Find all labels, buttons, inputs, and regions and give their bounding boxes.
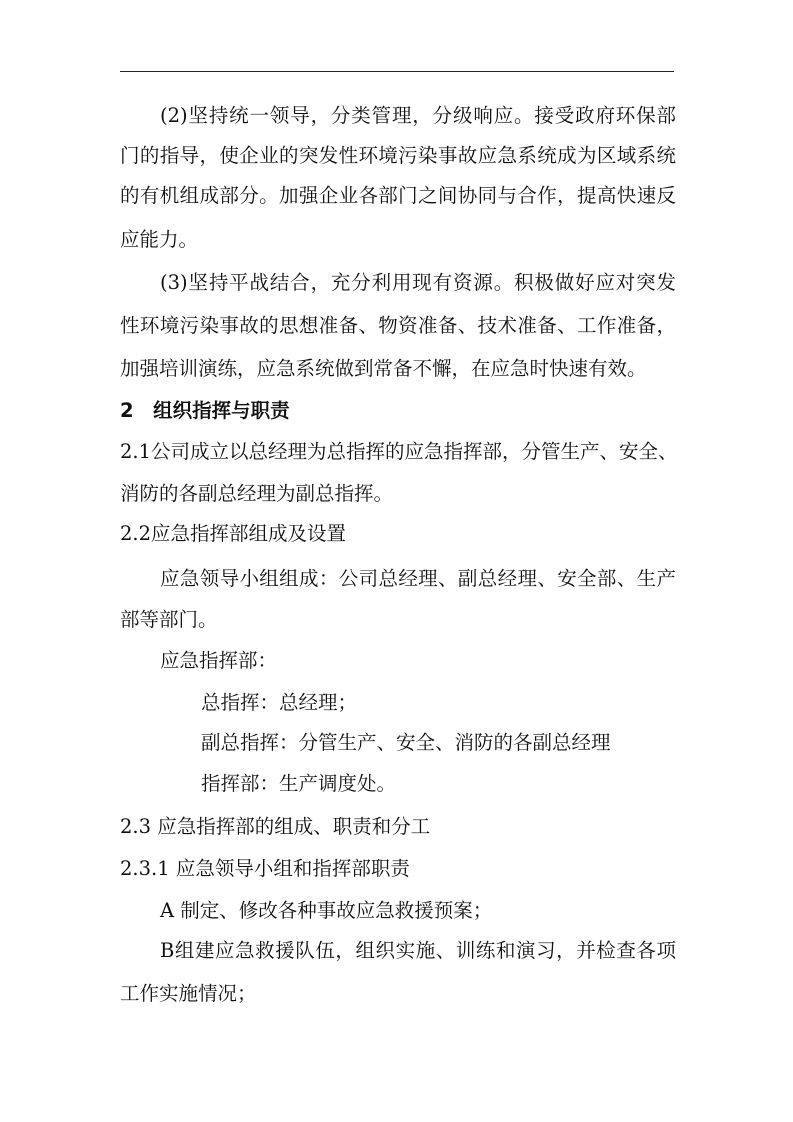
list-item: A 制定、修改各种事故应急救援预案；	[160, 899, 493, 922]
list-item: 副总指挥：分管生产、安全、消防的各副总经理	[201, 731, 611, 754]
subsection-heading: 2.2应急指挥部组成及设置	[120, 522, 347, 545]
list-item: B组建应急救援队伍，组织实施、训练和演习，并检查各项	[160, 939, 676, 962]
paragraph-line: 的有机组成部分。加强企业各部门之间协同与合作，提高快速反	[120, 184, 676, 207]
header-rule	[120, 71, 674, 72]
paragraph-line: 2.1公司成立以总经理为总指挥的应急指挥部，分管生产、安全、	[120, 440, 678, 463]
paragraph-line: 门的指导，使企业的突发性环境污染事故应急系统成为区域系统	[120, 144, 676, 167]
subsection-heading: 2.3.1 应急领导小组和指挥部职责	[120, 857, 410, 880]
paragraph-line: 加强培训演练，应急系统做到常备不懈，在应急时快速有效。	[120, 357, 647, 380]
paragraph-line: 应急指挥部：	[160, 649, 278, 672]
paragraph-line: 工作实施情况；	[120, 982, 257, 1005]
paragraph-line: (3)坚持平战结合，充分利用现有资源。积极做好应对突发	[160, 271, 676, 294]
paragraph-line: 应急领导小组组成：公司总经理、副总经理、安全部、生产	[160, 567, 676, 590]
subsection-heading: 2.3 应急指挥部的组成、职责和分工	[120, 815, 431, 838]
list-item: 指挥部：生产调度处。	[201, 772, 397, 795]
paragraph-line: 部等部门。	[120, 608, 218, 631]
list-item: 总指挥：总经理；	[201, 691, 358, 714]
paragraph-line: (2)坚持统一领导，分类管理，分级响应。接受政府环保部	[160, 104, 676, 127]
section-heading: 2 组织指挥与职责	[120, 399, 290, 422]
paragraph-line: 消防的各副总经理为副总指挥。	[120, 482, 394, 505]
paragraph-line: 性环境污染事故的思想准备、物资准备、技术准备、工作准备，	[120, 314, 676, 337]
paragraph-line: 应能力。	[120, 228, 199, 251]
